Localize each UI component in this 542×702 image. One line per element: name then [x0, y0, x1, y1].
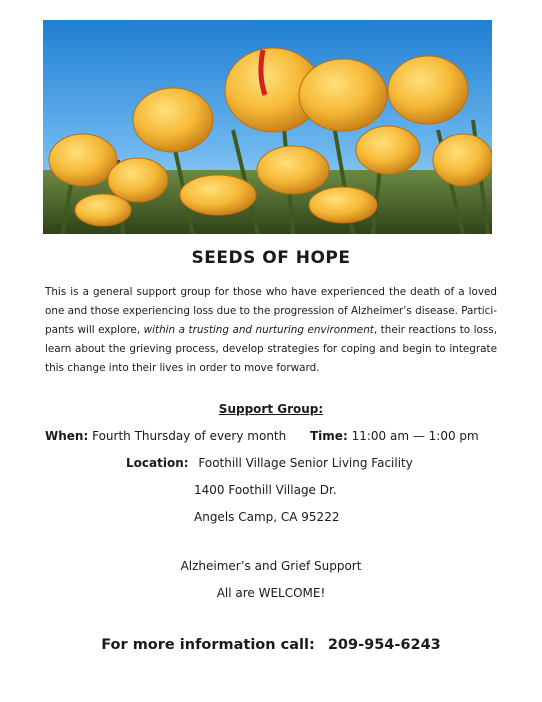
contact-phone[interactable]: 209-954-6243 [327, 637, 441, 653]
intro-paragraph [45, 283, 497, 378]
address-line-2: Angels Camp, CA 95222 [194, 510, 340, 524]
support-group-heading: Support Group: [218, 402, 324, 416]
support-type: Alzheimer’s and Grief Support [180, 559, 362, 573]
page-title: SEEDS OF HOPE [191, 248, 351, 268]
time-value: 11:00 am — 1:00 pm [351, 429, 479, 443]
intro-emphasis: within a trusting and nurturing environment [143, 324, 374, 336]
intro-text-1: This is a general support group for those who have experienced the death of a loved one and those experiencing loss due to the progression of Alzheimer’s disease. Partici-pants will explore, [45, 286, 497, 336]
time-label: Time: [310, 429, 348, 443]
contact-info [0, 637, 542, 653]
intro-text-2: , their reactions to loss, learn about the grieving process, develop strategies for coping and begin to integrate this change into their lives in order to move forward. [45, 324, 498, 374]
when-row [45, 429, 286, 443]
location-row [126, 456, 413, 470]
welcome-text: All are WELCOME! [216, 586, 326, 600]
when-label: When: [45, 429, 89, 443]
contact-label: For more information call: [101, 637, 315, 653]
location-value: Foothill Village Senior Living Facility [198, 456, 413, 470]
time-row [310, 429, 479, 443]
location-label: Location: [126, 456, 189, 470]
tulip-photo [43, 20, 492, 234]
address-line-1: 1400 Foothill Village Dr. [194, 483, 337, 497]
when-value: Fourth Thursday of every month [92, 429, 287, 443]
